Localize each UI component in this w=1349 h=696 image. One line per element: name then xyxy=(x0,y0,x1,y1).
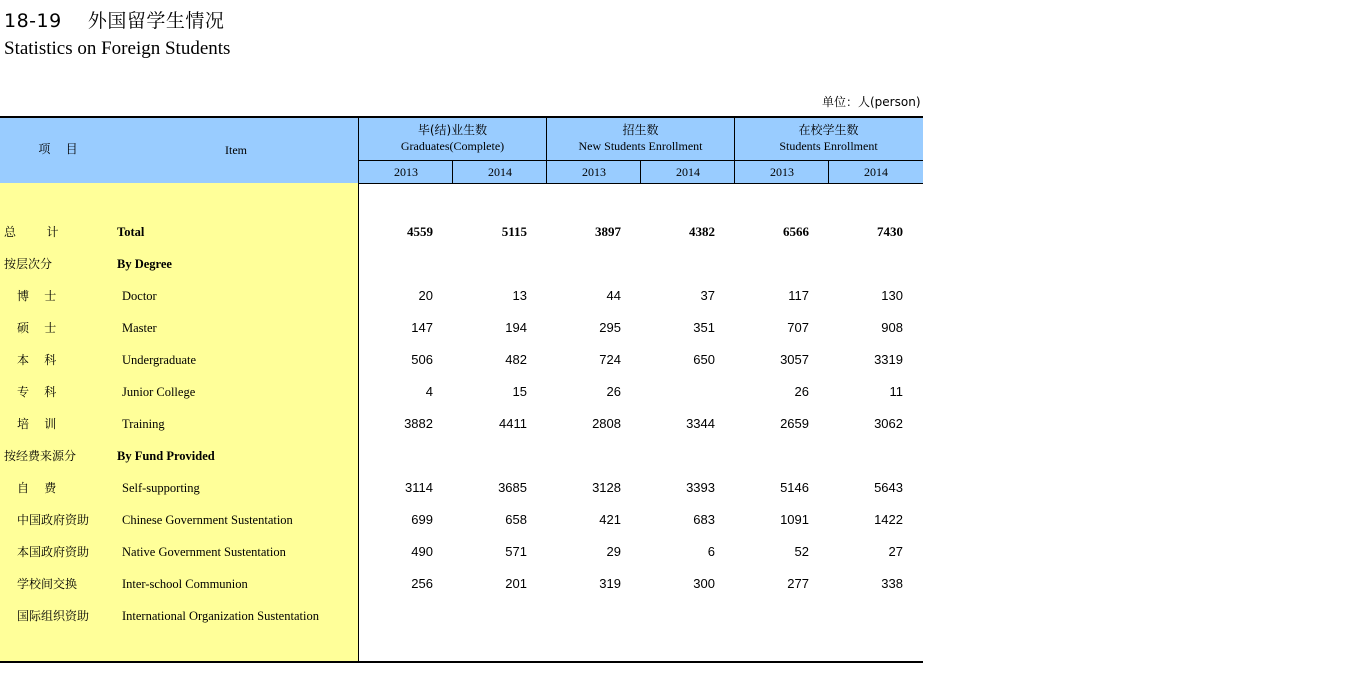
value-cell: 26 xyxy=(794,384,809,399)
table-row xyxy=(0,510,923,530)
table-row xyxy=(0,478,923,498)
row-label-en: By Degree xyxy=(117,257,172,271)
row-label-cn: 专 科 xyxy=(17,385,57,399)
value-cell: 256 xyxy=(411,576,433,591)
group-header-graduates: 毕(结)业生数 Graduates(Complete) xyxy=(400,123,505,153)
value-cell: 4382 xyxy=(689,224,715,239)
value-cell: 2659 xyxy=(780,416,809,431)
value-cell: 1422 xyxy=(874,512,903,527)
value-cell: 194 xyxy=(505,320,527,335)
value-cell: 130 xyxy=(881,288,903,303)
table-bottom-rule xyxy=(0,661,923,663)
row-label-en: Inter-school Communion xyxy=(122,577,248,591)
year-divider xyxy=(640,160,641,183)
unit-label: 单位：人(person) xyxy=(822,95,921,109)
row-label-cn: 总 计 xyxy=(4,225,59,239)
value-cell: 319 xyxy=(599,576,621,591)
table-row xyxy=(0,222,923,242)
value-cell: 201 xyxy=(505,576,527,591)
table-row xyxy=(0,286,923,306)
row-label-en: Doctor xyxy=(122,289,157,303)
value-cell: 5146 xyxy=(780,480,809,495)
value-cell: 29 xyxy=(606,544,621,559)
row-label-cn: 中国政府资助 xyxy=(17,513,90,527)
value-cell: 20 xyxy=(418,288,433,303)
value-cell: 300 xyxy=(693,576,715,591)
value-cell: 3882 xyxy=(404,416,433,431)
value-cell: 4 xyxy=(425,384,433,399)
item-header-cn: 项 目 xyxy=(38,142,78,156)
value-cell: 52 xyxy=(794,544,809,559)
row-label-en: Master xyxy=(122,321,157,335)
value-cell: 338 xyxy=(881,576,903,591)
row-label-cn: 按层次分 xyxy=(4,257,53,271)
table-row xyxy=(0,446,923,466)
year-header: 2014 xyxy=(488,165,512,179)
row-label-en: Chinese Government Sustentation xyxy=(122,513,293,527)
year-header: 2014 xyxy=(864,165,888,179)
row-label-cn: 培 训 xyxy=(17,417,57,431)
row-label-cn: 本国政府资助 xyxy=(17,545,90,559)
row-label-en: Total xyxy=(117,225,145,239)
value-cell: 506 xyxy=(411,352,433,367)
value-cell: 37 xyxy=(700,288,715,303)
value-cell: 707 xyxy=(787,320,809,335)
value-cell: 3393 xyxy=(686,480,715,495)
table-row xyxy=(0,542,923,562)
item-header-en: Item xyxy=(225,143,247,157)
value-cell: 11 xyxy=(889,384,903,399)
row-label-cn: 学校间交换 xyxy=(17,577,78,591)
value-cell: 117 xyxy=(788,288,809,303)
value-cell: 724 xyxy=(599,352,621,367)
row-label-cn: 按经费来源分 xyxy=(4,449,77,463)
value-cell: 147 xyxy=(411,320,433,335)
value-cell: 13 xyxy=(512,288,527,303)
year-header: 2013 xyxy=(770,165,794,179)
value-cell: 571 xyxy=(505,544,527,559)
group-divider xyxy=(546,118,547,183)
value-cell: 5643 xyxy=(874,480,903,495)
value-cell: 3057 xyxy=(780,352,809,367)
table-row xyxy=(0,414,923,434)
value-cell: 4559 xyxy=(407,224,433,239)
value-cell: 658 xyxy=(505,512,527,527)
value-cell: 482 xyxy=(505,352,527,367)
year-divider xyxy=(452,160,453,183)
table-row xyxy=(0,574,923,594)
value-cell: 683 xyxy=(693,512,715,527)
table-row xyxy=(0,606,923,626)
year-header: 2013 xyxy=(582,165,606,179)
value-cell: 7430 xyxy=(877,224,903,239)
value-cell: 3319 xyxy=(874,352,903,367)
value-cell: 3128 xyxy=(592,480,621,495)
value-cell: 1091 xyxy=(780,512,809,527)
value-cell: 44 xyxy=(606,288,621,303)
page-title-en: Statistics on Foreign Students xyxy=(4,38,231,59)
value-cell: 3685 xyxy=(498,480,527,495)
value-cell: 351 xyxy=(693,320,715,335)
row-label-cn: 博 士 xyxy=(17,289,57,303)
value-cell: 26 xyxy=(606,384,621,399)
row-label-en: Native Government Sustentation xyxy=(122,545,286,559)
value-cell: 27 xyxy=(888,544,903,559)
group-header-enrollment: 在校学生数 Students Enrollment xyxy=(779,123,878,153)
value-cell: 3344 xyxy=(686,416,715,431)
value-cell: 3114 xyxy=(405,480,433,495)
value-cell: 908 xyxy=(881,320,903,335)
value-cell: 650 xyxy=(693,352,715,367)
value-cell: 15 xyxy=(512,384,527,399)
table-row xyxy=(0,254,923,274)
value-cell: 4411 xyxy=(499,416,527,431)
row-label-en: Junior College xyxy=(122,385,196,399)
table-row xyxy=(0,318,923,338)
row-label-en: By Fund Provided xyxy=(117,449,215,463)
value-cell: 2808 xyxy=(592,416,621,431)
value-cell: 3062 xyxy=(874,416,903,431)
value-cell: 699 xyxy=(411,512,433,527)
row-label-cn: 自 费 xyxy=(17,481,57,495)
row-label-cn: 硕 士 xyxy=(17,321,57,335)
row-label-cn: 本 科 xyxy=(17,353,57,367)
value-cell: 490 xyxy=(411,544,433,559)
row-label-cn: 国际组织资助 xyxy=(17,609,90,623)
row-label-en: Training xyxy=(122,417,165,431)
value-cell: 421 xyxy=(599,512,621,527)
group-header-new-enrollment: 招生数 New Students Enrollment xyxy=(578,123,703,153)
value-cell: 3897 xyxy=(595,224,621,239)
value-cell: 277 xyxy=(787,576,809,591)
table-row xyxy=(0,382,923,402)
table-row xyxy=(0,350,923,370)
value-cell: 6566 xyxy=(783,224,809,239)
value-cell: 5115 xyxy=(501,224,527,239)
row-label-en: Self-supporting xyxy=(122,481,200,495)
value-cell: 295 xyxy=(599,320,621,335)
row-label-en: International Organization Sustentation xyxy=(122,609,319,623)
year-header: 2013 xyxy=(394,165,418,179)
value-cell: 6 xyxy=(707,544,715,559)
page-title-cn: 18-19 外国留学生情况 xyxy=(4,10,225,32)
row-label-en: Undergraduate xyxy=(122,353,197,367)
group-divider xyxy=(734,118,735,183)
year-divider xyxy=(828,160,829,183)
year-header: 2014 xyxy=(676,165,700,179)
